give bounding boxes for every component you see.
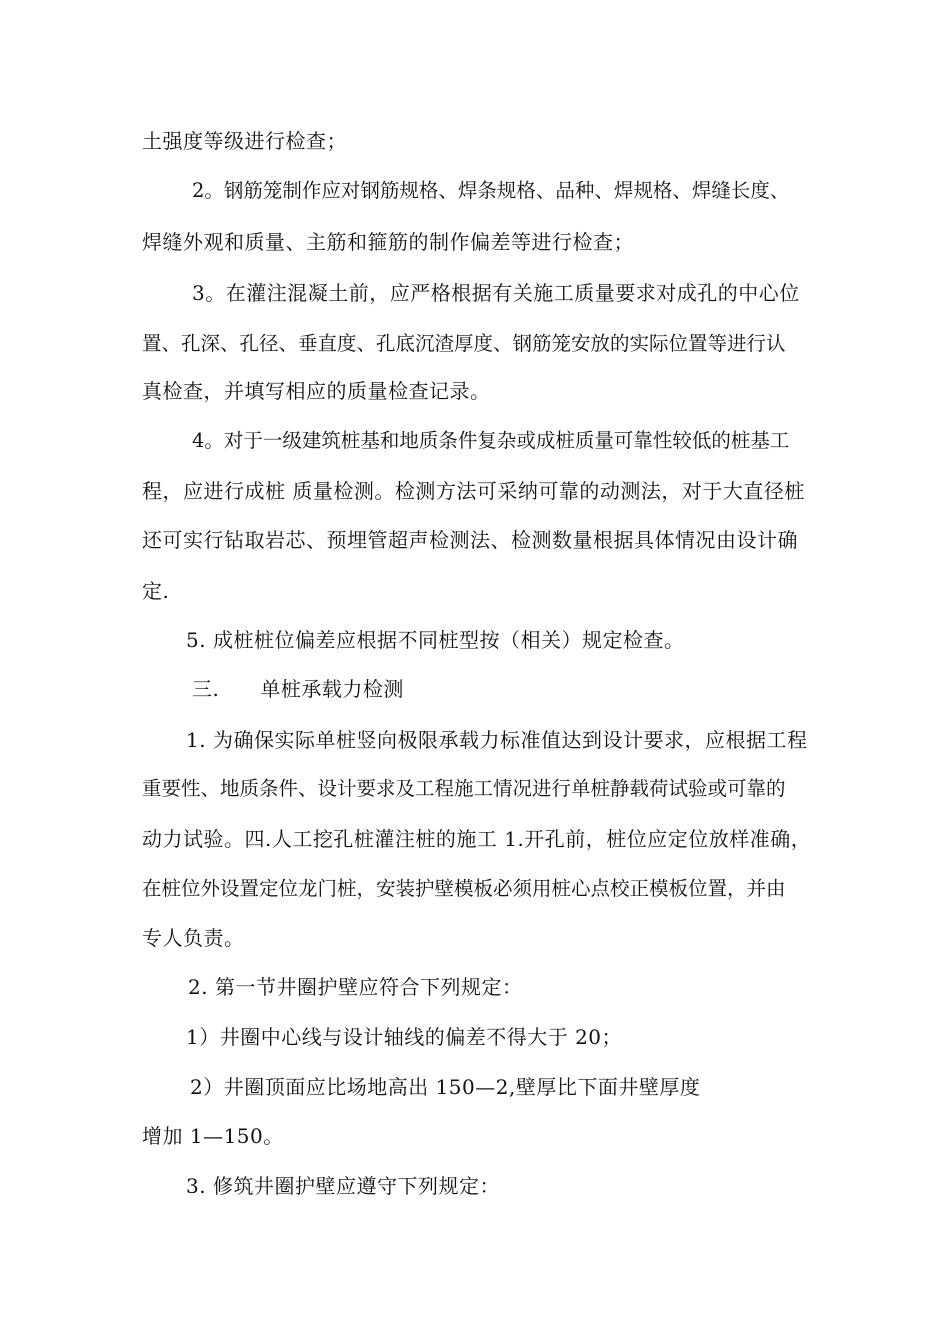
text-line: 增加 1—150。 <box>142 1124 284 1148</box>
text-line: 1）井圈中心线与设计轴线的偏差不得大于 20； <box>186 1025 623 1049</box>
text-line: 3. 修筑井圈护壁应遵守下列规定： <box>186 1174 500 1198</box>
text-line: 定. <box>142 579 170 603</box>
text-line: 还可实行钻取岩芯、预埋管超声检测法、检测数量根据具体情况由设计确 <box>142 528 798 552</box>
text-line: 程，应进行成桩 质量检测。检测方法可采纳可靠的动测法，对于大直径桩 <box>142 479 805 503</box>
text-line: 焊缝外观和质量、主筋和箍筋的制作偏差等进行检查； <box>142 230 634 254</box>
text-line: 2. 第一节井圈护壁应符合下列规定： <box>188 975 523 999</box>
text-line: 专人负责。 <box>142 926 245 950</box>
section-heading: 三. 单桩承载力检测 <box>192 677 404 701</box>
text-line: 土强度等级进行检查； <box>142 129 347 153</box>
text-line: 2。钢筋笼制作应对钢筋规格、焊条规格、品种、焊规格、焊缝长度、 <box>192 179 790 202</box>
text-line: 4。对于一级建筑桩基和地质条件复杂或成桩质量可靠性较低的桩基工 <box>192 429 790 452</box>
text-line: 1. 为确保实际单桩竖向极限承载力标准值达到设计要求，应根据工程 <box>186 728 808 752</box>
text-line: 置、孔深、孔径、垂直度、孔底沉渣厚度、钢筋笼安放的实际位置等进行认 <box>142 332 786 355</box>
text-line: 重要性、地质条件、设计要求及工程施工情况进行单桩静载荷试验或可靠的 <box>142 777 786 800</box>
text-line: 动力试验。四.人工挖孔桩灌注桩的施工 1.开孔前，桩位应定位放样准确， <box>142 827 812 851</box>
text-line: 3。在灌注混凝土前，应严格根据有关施工质量要求对成孔的中心位 <box>192 281 800 305</box>
text-line: 2）井圈顶面应比场地高出 150—2,壁厚比下面井壁厚度 <box>190 1075 701 1099</box>
text-line: 真检查，并填写相应的质量检查记录。 <box>142 379 491 403</box>
text-line: 在桩位外设置定位龙门桩，安装护壁模板必须用桩心点校正模板位置，并由 <box>142 877 786 900</box>
text-line: 5. 成桩桩位偏差应根据不同桩型按（相关）规定检查。 <box>186 628 685 652</box>
